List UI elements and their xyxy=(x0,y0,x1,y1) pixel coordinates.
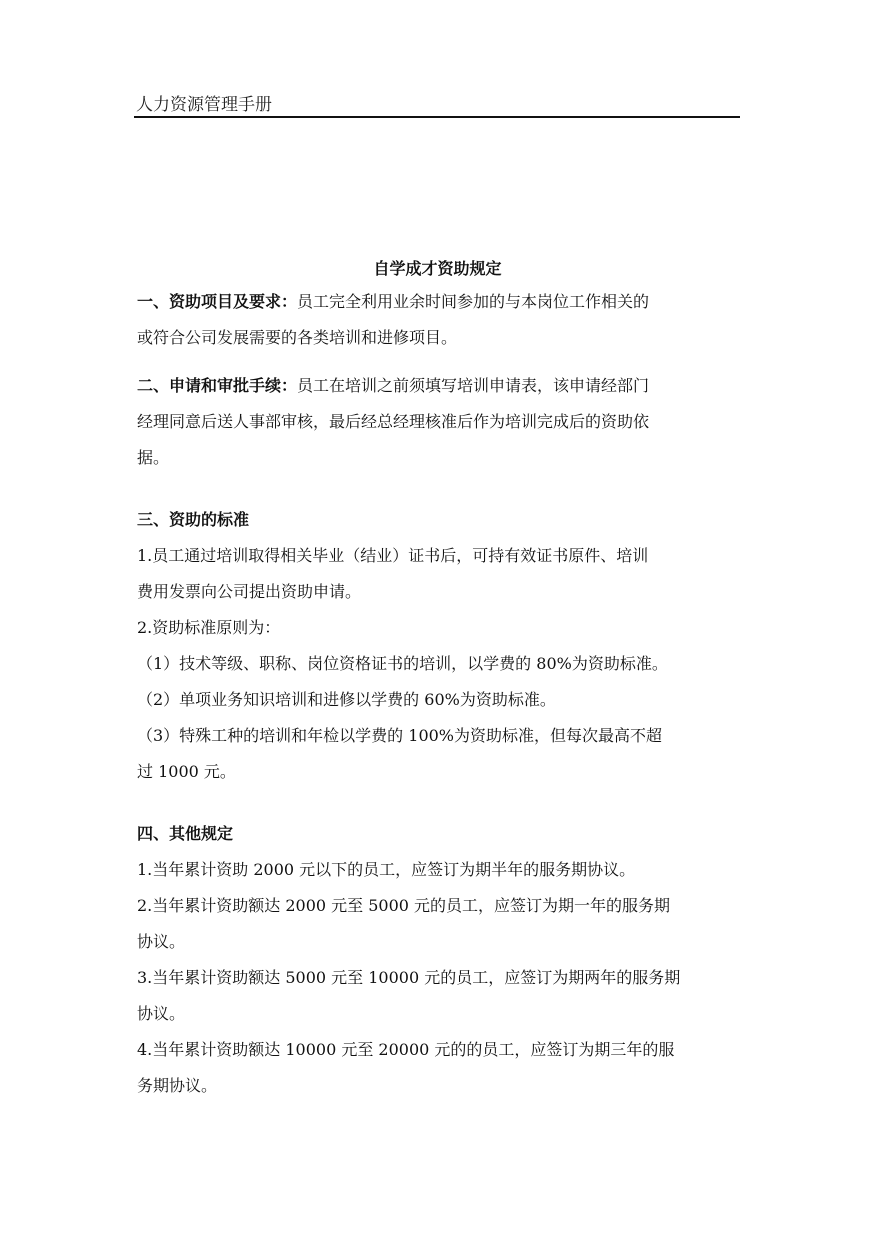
section-3 xyxy=(137,502,743,790)
section-1-text-2: 或符合公司发展需要的各类培训和进修项目。 xyxy=(137,328,458,347)
section-3-text-1: 1.员工通过培训取得相关毕业（结业）证书后，可持有效证书原件、培训 xyxy=(137,546,649,565)
section-1 xyxy=(137,284,743,356)
section-4-text-6: 4.当年累计资助额达 10000 元至 20000 元的的员工，应签订为期三年的服 xyxy=(137,1040,675,1059)
section-1-heading: 一、资助项目及要求： xyxy=(137,292,298,311)
page-header xyxy=(134,88,740,118)
section-3-text-7: 过 1000 元。 xyxy=(137,762,236,781)
section-2 xyxy=(137,368,743,476)
section-2-text-2: 经理同意后送人事部审核，最后经总经理核准后作为培训完成后的资助依 xyxy=(137,412,650,431)
section-3-text-4: （1）技术等级、职称、岗位资格证书的培训，以学费的 80%为资助标准。 xyxy=(137,654,668,673)
section-4-text-3: 协议。 xyxy=(137,932,186,951)
section-3-text-5: （2）单项业务知识培训和进修以学费的 60%为资助标准。 xyxy=(137,690,556,709)
section-3-heading: 三、资助的标准 xyxy=(137,510,250,529)
section-1-line-1 xyxy=(137,284,743,320)
header-title: 人力资源管理手册 xyxy=(136,95,272,115)
section-2-line-1 xyxy=(137,368,743,404)
section-3-text-6: （3）特殊工种的培训和年检以学费的 100%为资助标准，但每次最高不超 xyxy=(137,726,663,745)
section-2-text-1: 员工在培训之前须填写培训申请表，该申请经部门 xyxy=(297,376,650,395)
section-4-text-4: 3.当年累计资助额达 5000 元至 10000 元的员工，应签订为期两年的服务期 xyxy=(137,968,681,987)
section-4-text-7: 务期协议。 xyxy=(137,1076,218,1095)
section-4-text-2: 2.当年累计资助额达 2000 元至 5000 元的员工，应签订为期一年的服务期 xyxy=(137,896,671,915)
section-3-text-2: 费用发票向公司提出资助申请。 xyxy=(137,582,362,601)
section-4-text-1: 1.当年累计资助 2000 元以下的员工，应签订为期半年的服务期协议。 xyxy=(137,860,636,879)
section-2-text-3: 据。 xyxy=(137,448,170,467)
section-3-text-3: 2.资助标准原则为： xyxy=(137,618,281,637)
section-2-heading: 二、申请和审批手续： xyxy=(137,376,298,395)
section-4-text-5: 协议。 xyxy=(137,1004,186,1023)
section-4 xyxy=(137,816,743,1104)
document-title: 自学成才资助规定 xyxy=(373,259,502,278)
section-4-heading: 四、其他规定 xyxy=(137,824,234,843)
section-1-text-1: 员工完全利用业余时间参加的与本岗位工作相关的 xyxy=(297,292,650,311)
